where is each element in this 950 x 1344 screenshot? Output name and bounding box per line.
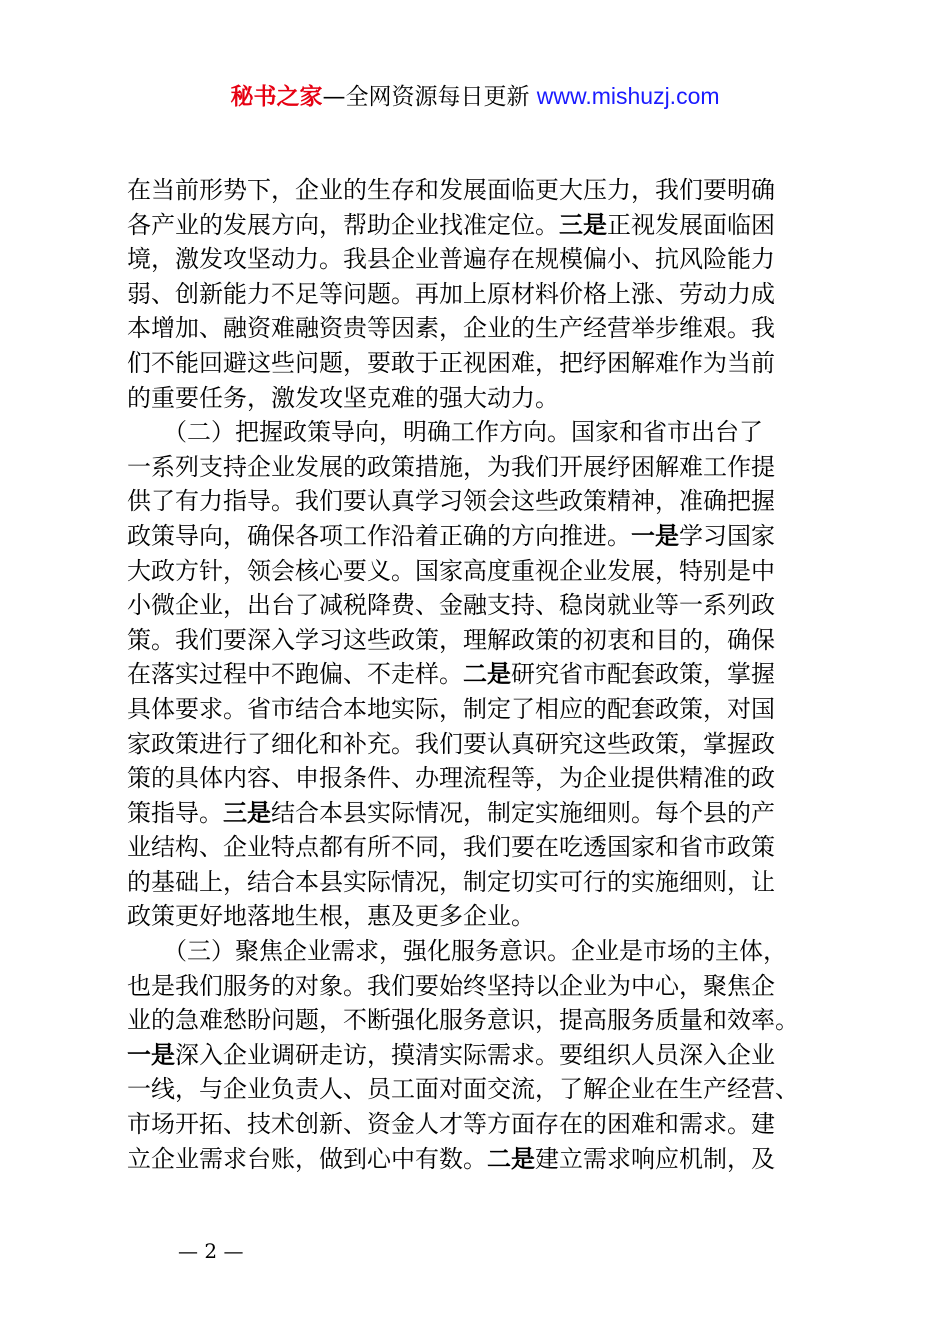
text-run: 深入企业调研走访，摸清实际需求。要组织人员深入企业 bbox=[175, 1040, 775, 1069]
text-line bbox=[127, 208, 837, 243]
text-run: 研究省市配套政策，掌握 bbox=[511, 660, 775, 689]
text-run: 建立需求响应机制，及 bbox=[535, 1144, 775, 1173]
text-run: 家政策进行了细化和补充。我们要认真研究这些政策，掌握政 bbox=[127, 729, 775, 758]
text-run: 学习国家 bbox=[679, 521, 775, 550]
text-run: 策的具体内容、申报条件、办理流程等，为企业提供精准的政 bbox=[127, 764, 775, 793]
text-line bbox=[127, 830, 837, 865]
document-body bbox=[127, 173, 837, 1176]
text-run: 立企业需求台账，做到心中有数。 bbox=[127, 1144, 487, 1173]
text-run: 在落实过程中不跑偏、不走样。 bbox=[127, 660, 463, 689]
text-line bbox=[127, 242, 837, 277]
text-line bbox=[127, 484, 837, 519]
bold-run: 三是 bbox=[223, 798, 271, 827]
text-line bbox=[127, 415, 837, 450]
text-line bbox=[127, 588, 837, 623]
text-line bbox=[127, 554, 837, 589]
text-line bbox=[127, 657, 837, 692]
site-url-link[interactable]: www.mishuzj.com bbox=[536, 83, 720, 109]
text-line bbox=[127, 381, 837, 416]
text-line bbox=[127, 934, 837, 969]
text-run: 一线，与企业负责人、员工面对面交流，了解企业在生产经营、 bbox=[127, 1075, 799, 1104]
text-run: 政策导向，确保各项工作沿着正确的方向推进。 bbox=[127, 521, 631, 550]
bold-run: 一是 bbox=[631, 521, 679, 550]
text-line bbox=[127, 346, 837, 381]
text-line bbox=[127, 311, 837, 346]
text-line bbox=[127, 761, 837, 796]
text-run: 的基础上，结合本县实际情况，制定切实可行的实施细则，让 bbox=[127, 867, 775, 896]
text-line bbox=[127, 623, 837, 658]
text-run: 大政方针，领会核心要义。国家高度重视企业发展，特别是中 bbox=[127, 556, 775, 585]
text-run: （三）聚焦企业需求，强化服务意识。企业是市场的主体， bbox=[127, 937, 787, 966]
text-run: 策指导。 bbox=[127, 798, 223, 827]
text-run: 们不能回避这些问题，要敢于正视困难，把纾困解难作为当前 bbox=[127, 348, 775, 377]
text-run: 政策更好地落地生根，惠及更多企业。 bbox=[127, 902, 535, 931]
text-run: 一系列支持企业发展的政策措施，为我们开展纾困解难工作提 bbox=[127, 452, 775, 481]
text-line bbox=[127, 899, 837, 934]
bold-run: 二是 bbox=[463, 660, 511, 689]
text-run: 业的急难愁盼问题，不断强化服务意识，提高服务质量和效率。 bbox=[127, 1006, 799, 1035]
text-run: （二）把握政策导向，明确工作方向。国家和省市出台了 bbox=[127, 418, 763, 447]
text-line bbox=[127, 796, 837, 831]
text-run: 境，激发攻坚动力。我县企业普遍存在规模偏小、抗风险能力 bbox=[127, 245, 775, 274]
text-line bbox=[127, 277, 837, 312]
text-run: 各产业的发展方向，帮助企业找准定位。 bbox=[127, 210, 559, 239]
bold-run: 二是 bbox=[487, 1144, 535, 1173]
text-line bbox=[127, 173, 837, 208]
text-run: 市场开拓、技术创新、资金人才等方面存在的困难和需求。建 bbox=[127, 1110, 775, 1139]
text-run: 也是我们服务的对象。我们要始终坚持以企业为中心，聚焦企 bbox=[127, 971, 775, 1000]
text-run: 小微企业，出台了减税降费、金融支持、稳岗就业等一系列政 bbox=[127, 591, 775, 620]
text-run: 策。我们要深入学习这些政策，理解政策的初衷和目的，确保 bbox=[127, 625, 775, 654]
bold-run: 一是 bbox=[127, 1040, 175, 1069]
text-run: 本增加、融资难融资贵等因素，企业的生产经营举步维艰。我 bbox=[127, 314, 775, 343]
text-run: 供了有力指导。我们要认真学习领会这些政策精神，准确把握 bbox=[127, 487, 775, 516]
text-run: 的重要任务，激发攻坚克难的强大动力。 bbox=[127, 383, 559, 412]
text-line bbox=[127, 692, 837, 727]
text-run: 在当前形势下，企业的生存和发展面临更大压力，我们要明确 bbox=[127, 176, 775, 204]
text-run: 正视发展面临困 bbox=[607, 210, 775, 239]
text-line bbox=[127, 1003, 837, 1038]
text-line bbox=[127, 519, 837, 554]
text-run: 具体要求。省市结合本地实际，制定了相应的配套政策，对国 bbox=[127, 694, 775, 723]
page-number: — 2 — bbox=[178, 1239, 244, 1263]
text-line bbox=[127, 1107, 837, 1142]
text-line bbox=[127, 1038, 837, 1073]
bold-run: 三是 bbox=[559, 210, 607, 239]
text-line bbox=[127, 1142, 837, 1177]
text-line bbox=[127, 969, 837, 1004]
text-run: 结合本县实际情况，制定实施细则。每个县的产 bbox=[271, 798, 775, 827]
text-line bbox=[127, 450, 837, 485]
text-run: 弱、创新能力不足等问题。再加上原材料价格上涨、劳动力成 bbox=[127, 279, 775, 308]
site-header bbox=[0, 80, 950, 113]
text-line bbox=[127, 865, 837, 900]
text-line bbox=[127, 727, 837, 762]
text-line bbox=[127, 1072, 837, 1107]
brand-name: 秘书之家 bbox=[230, 84, 323, 110]
header-tagline: —全网资源每日更新 bbox=[322, 84, 530, 110]
text-run: 业结构、企业特点都有所不同，我们要在吃透国家和省市政策 bbox=[127, 833, 775, 862]
